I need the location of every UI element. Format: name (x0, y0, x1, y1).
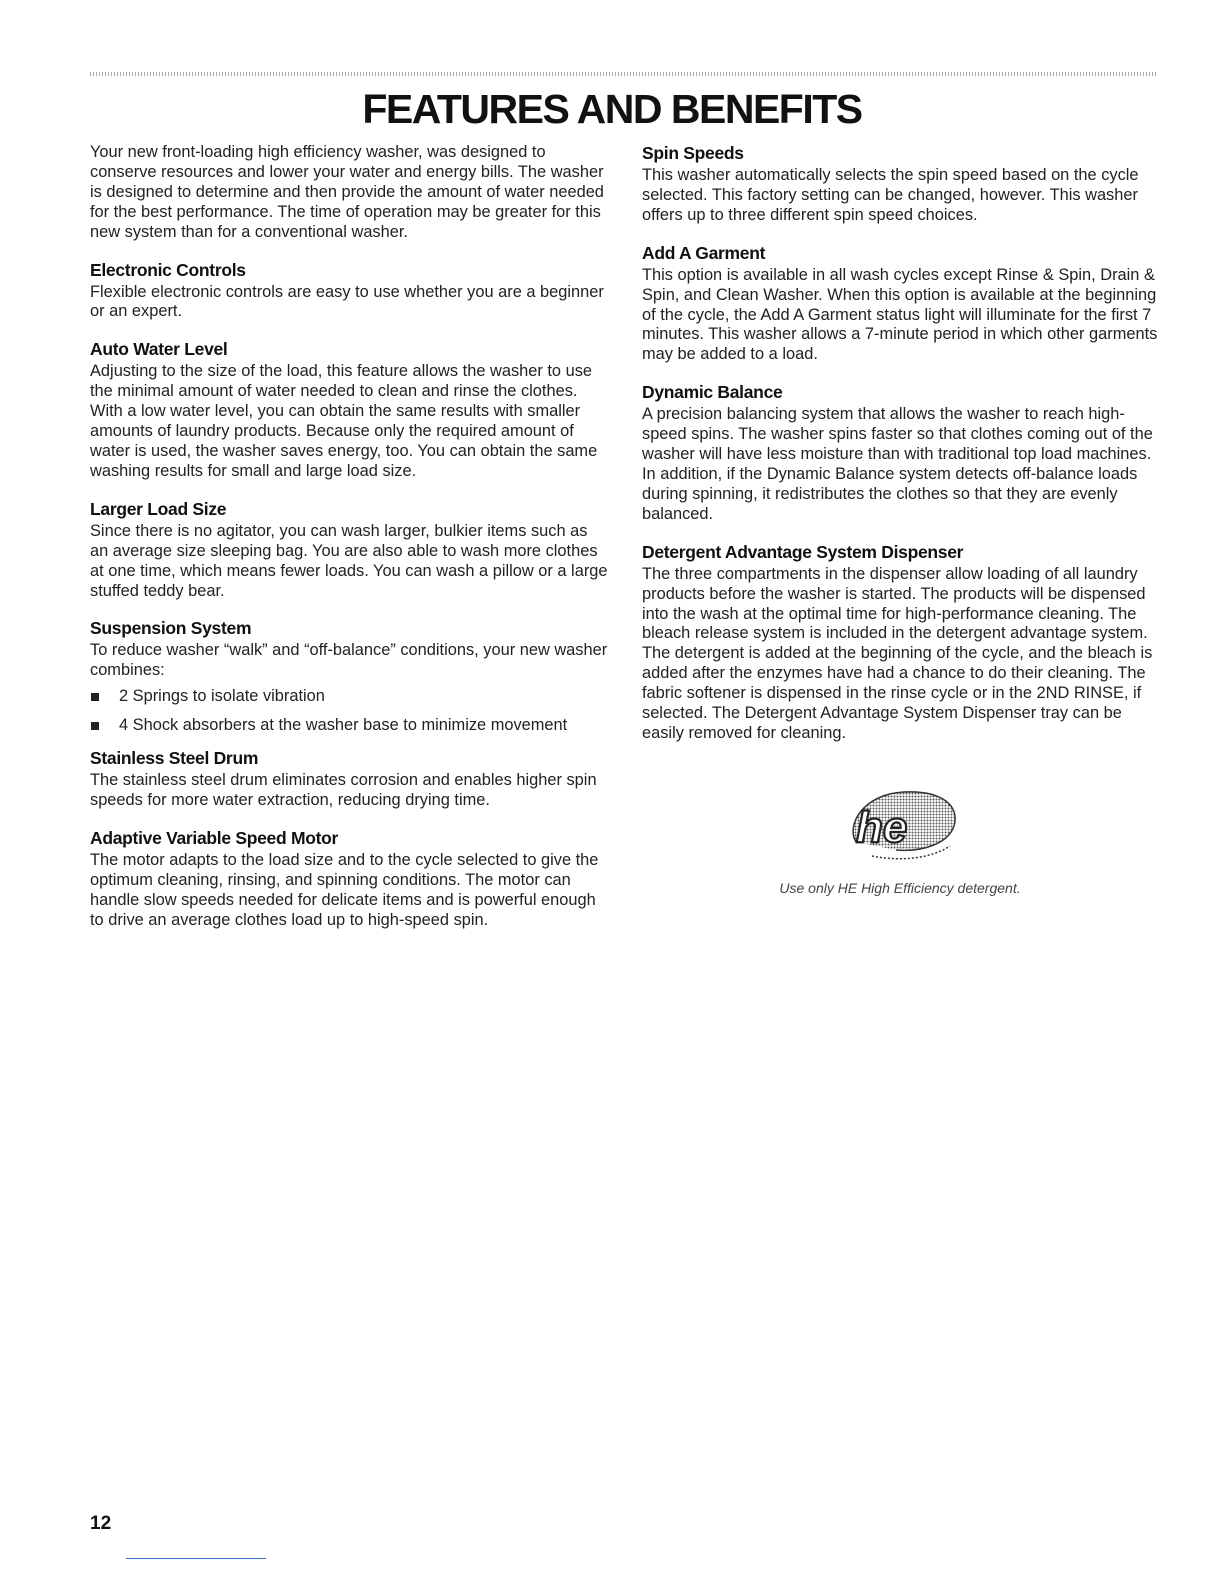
section-detergent-dispenser (642, 542, 1162, 744)
he-logo-text: he (856, 803, 908, 852)
section-body: Flexible electronic controls are easy to use whether you are a beginner or an expert. (90, 282, 604, 321)
section-heading: Spin Speeds (642, 143, 744, 163)
section-heading: Suspension System (90, 618, 252, 639)
section-spin-speeds (642, 143, 1162, 226)
section-body: The motor adapts to the load size and to the cycle selected to give the optimum cleaning, rinsing, and spinning conditions. The motor can handle slow speeds needed for delicate items and is powerful enough to drive an average clothes load up to high-speed spin. (90, 850, 599, 929)
section-body: The stainless steel drum eliminates corrosion and enables higher spin speeds for more water extraction, reducing drying time. (90, 771, 597, 809)
left-column (90, 143, 608, 947)
section-heading: Stainless Steel Drum (90, 748, 259, 769)
section-auto-water-level (90, 339, 608, 481)
section-heading: Add A Garment (642, 242, 766, 263)
list-item (90, 687, 608, 707)
section-heading: Auto Water Level (90, 339, 228, 360)
section-body: The three compartments in the dispenser allow loading of all laundry products before the washer is started. The products will be dispensed into the wash at the optimal time for high-performance cleaning. The bleach release system is included in the detergent advantage system. The detergent is added at the beginning of the cycle, and the bleach is added after the enzymes have had a chance to do their cleaning. The fabric softener is dispensed in the rinse cycle or in the 2ND RINSE, if selected. The Detergent Advantage System Dispenser tray can be easily removed for cleaning. (642, 564, 1153, 742)
section-heading: Detergent Advantage System Dispenser (642, 541, 964, 562)
top-dotted-rule (90, 72, 1158, 76)
list-item (90, 716, 608, 736)
section-body: To reduce washer “walk” and “off-balance” conditions, your new washer combines: (90, 641, 608, 680)
intro-paragraph: Your new front-loading high efficiency washer, was designed to conserve resources and lower your water and energy bills. The washer is designed to determine and then provide the amount of water needed for the best performance. The time of operation may be greater for this new system than for a conventional washer. (90, 143, 604, 241)
right-column (642, 143, 1162, 761)
section-heading: Larger Load Size (90, 498, 227, 519)
section-body: This washer automatically selects the spin speed based on the cycle selected. This factory setting can be changed, however. This washer offers up to three different spin speed choices. (642, 166, 1139, 224)
section-body: Adjusting to the size of the load, this feature allows the washer to use the minimal amount of water needed to clean and rinse the clothes. With a low water level, you can obtain the same results with smaller amounts of laundry products. Because only the required amount of water is used, the washer saves energy, too. You can obtain the same washing results for small and large load size. (90, 362, 598, 480)
list-item-text: 4 Shock absorbers at the washer base to minimize movement (119, 716, 568, 735)
bullet-square-icon (91, 693, 99, 701)
section-heading: Dynamic Balance (642, 382, 783, 403)
section-heading: Adaptive Variable Speed Motor (90, 827, 339, 848)
page-title: FEATURES AND BENEFITS (362, 86, 862, 132)
section-larger-load-size (90, 499, 608, 602)
section-electronic-controls (90, 260, 608, 323)
he-logo-icon (842, 786, 962, 864)
bullet-square-icon (91, 722, 99, 730)
list-item-text: 2 Springs to isolate vibration (119, 687, 325, 706)
logo-caption: Use only HE High Efficiency detergent. (779, 880, 1021, 896)
section-dynamic-balance (642, 382, 1162, 524)
section-body: A precision balancing system that allows the washer to reach high-speed spins. The washer spins faster so that clothes coming out of the washer will have less moisture than with traditional top load machines. In addition, if the Dynamic Balance system detects off-balance loads during spinning, it redistributes the clothes so that they are evenly balanced. (642, 405, 1153, 523)
section-adaptive-variable-speed-motor (90, 828, 608, 931)
bullet-list (90, 687, 608, 736)
footer-line (126, 1558, 266, 1559)
section-body: Since there is no agitator, you can wash larger, bulkier items such as an average size sleeping bag. You are also able to wash more clothes at one time, which means fewer loads. You can wash a pillow or a large stuffed teddy bear. (90, 521, 608, 600)
section-add-a-garment (642, 243, 1162, 366)
section-body: This option is available in all wash cycles except Rinse & Spin, Drain & Spin, and Clean Washer. When this option is available at the beginning of the cycle, the Add A Garment status light will illuminate for the first 7 minutes. This washer allows a 7-minute period in which other garments may be added to a load. (642, 265, 1158, 364)
page-number: 12 (90, 1513, 112, 1534)
section-stainless-steel-drum (90, 748, 608, 811)
section-heading: Electronic Controls (90, 259, 246, 280)
section-suspension-system (90, 618, 608, 736)
